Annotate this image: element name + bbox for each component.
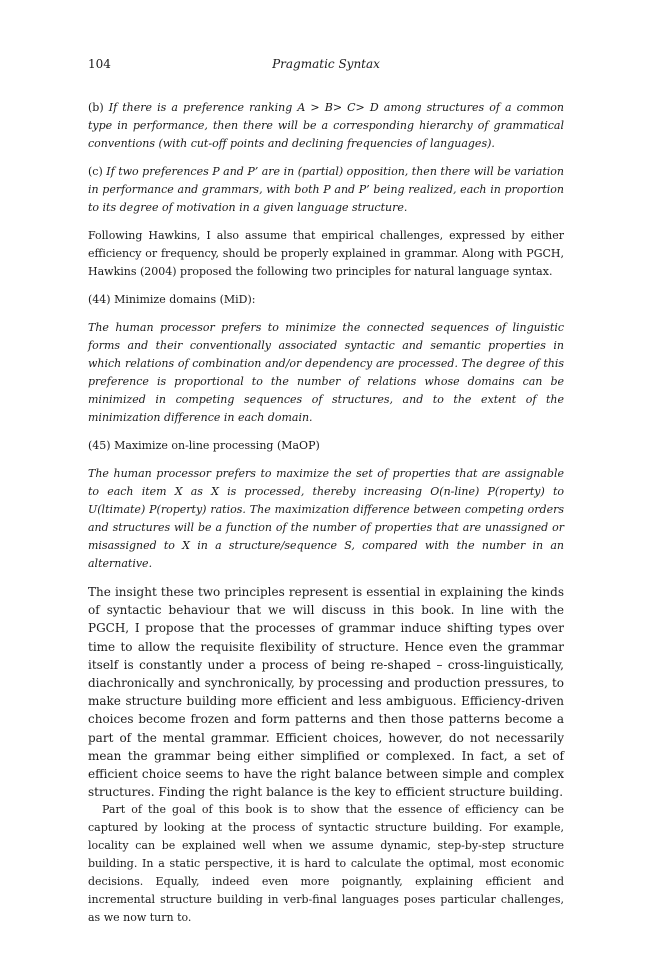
list-item-b-text: If there is a preference ranking A > B> C> D among structures of a common type in performance, then there will be a corresponding hierarchy of grammatical conventions (with cut-off points and declining frequencies of languages). <box>88 101 565 150</box>
running-title: Pragmatic Syntax <box>272 57 380 71</box>
principle-45-heading: (45) Maximize on-line processing (MaOP) <box>88 439 320 452</box>
principle-44-heading: (44) Minimize domains (MiD): <box>88 293 256 306</box>
list-item-b <box>88 99 564 153</box>
running-header <box>88 57 564 77</box>
list-item-b-label: (b) <box>88 101 104 114</box>
principle-45-text: The human processor prefers to maximize the set of properties that are assignable to each item X as X is processed, thereby increasing O(n-line) P(roperty) to U(ltimate) P(roperty) ratios. The maximization difference between competing orders and structures will be a function of the number of properties that are unassigned or misassigned to X in a structure/sequence S, compared with the number in an alternative. <box>88 467 564 570</box>
list-item-c-text: If two preferences P and P’ are in (partial) opposition, then there will be variation in performance and grammars, with both P and P’ being realized, each in proportion to its degree of motivation in a given language structure. <box>88 165 564 214</box>
page-body <box>88 99 564 927</box>
page-number: 104 <box>88 57 111 71</box>
paragraph-goal: Part of the goal of this book is to show that the essence of efficiency can be captured by looking at the process of syntactic structure building. For example, locality can be explained well when we assume dynamic, step-by-step structure building. In a static perspective, it is hard to calculate the optimal, most economic decisions. Equally, indeed even more poignantly, explaining efficient and incremental structure building in verb-final languages poses particular challenges, as we now turn to. <box>88 803 564 925</box>
list-item-c-label: (c) <box>88 165 103 178</box>
paragraph-following-hawkins: Following Hawkins, I also assume that empirical challenges, expressed by either efficiency or frequency, should be properly explained in grammar. Along with PGCH, Hawkins (2004) proposed the following two principles for natural language syntax. <box>88 229 564 278</box>
paragraph-insight: The insight these two principles represent is essential in explaining the kinds of syntactic behaviour that we will discuss in this book. In line with the PGCH, I propose that the processes of grammar induce shifting types over time to allow the requisite flexibility of structure. Hence even the grammar itself is constantly under a process of being re-shaped – cross-linguistically, diachronically and synchronically, by processing and production pressures, to make structure building more efficient and less ambiguous. Efficiency-driven choices become frozen and form patterns and then those patterns become a part of the mental grammar. Efficient choices, however, do not necessarily mean the grammar being either simplified or complexed. In fact, a set of efficient choice seems to have the right balance between simple and complex structures. Finding the right balance is the key to efficient structure building. <box>88 585 564 800</box>
principle-44-text: The human processor prefers to minimize the connected sequences of linguistic forms and their conventionally associated syntactic and semantic properties in which relations of combination and/or dependency are processed. The degree of this preference is proportional to the number of relations whose domains can be minimized in competing sequences of structures, and to the extent of the minimization difference in each domain. <box>88 321 564 424</box>
list-item-c <box>88 163 564 217</box>
